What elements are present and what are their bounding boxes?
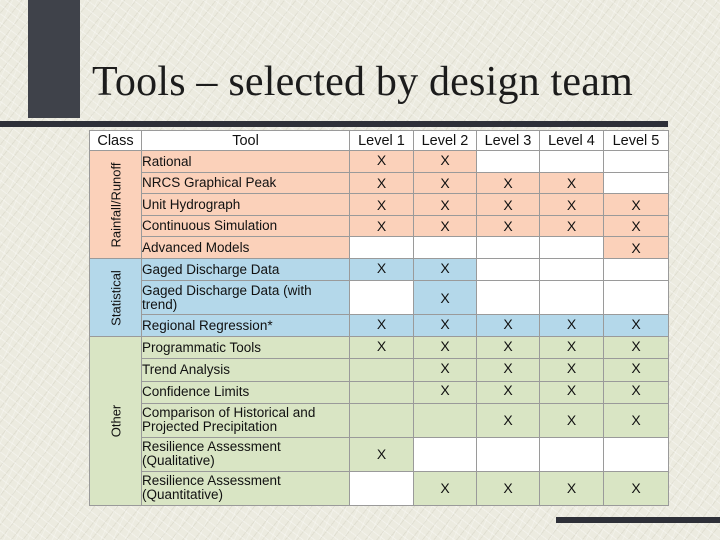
- header-class: Class: [90, 131, 142, 151]
- level-cell: X: [350, 151, 414, 173]
- level-cell: [540, 281, 604, 315]
- level-cell: [477, 237, 540, 259]
- tool-name: Continuous Simulation: [142, 216, 350, 237]
- class-label-other: Other: [108, 404, 123, 438]
- class-cell-statistical: [90, 259, 142, 337]
- level-cell: X: [350, 216, 414, 237]
- level-cell: X: [414, 216, 477, 237]
- tool-name: Resilience Assessment (Quantitative): [142, 471, 350, 505]
- level-cell: [350, 359, 414, 381]
- decorative-dark-square: [28, 0, 80, 118]
- level-cell: X: [604, 403, 669, 437]
- tool-name: Resilience Assessment (Qualitative): [142, 437, 350, 471]
- level-cell: X: [604, 237, 669, 259]
- level-cell: X: [414, 281, 477, 315]
- tool-name: Rational: [142, 151, 350, 173]
- tool-name: Advanced Models: [142, 237, 350, 259]
- level-cell: [414, 237, 477, 259]
- level-cell: X: [477, 471, 540, 505]
- slide-title: Tools – selected by design team: [92, 59, 633, 105]
- level-cell: X: [540, 471, 604, 505]
- level-cell: X: [414, 337, 477, 359]
- level-cell: X: [350, 259, 414, 281]
- level-cell: X: [350, 194, 414, 216]
- header-level-1: Level 1: [350, 131, 414, 151]
- level-cell: X: [604, 216, 669, 237]
- level-cell: X: [540, 173, 604, 194]
- table-row: [90, 403, 669, 437]
- tool-name: Trend Analysis: [142, 359, 350, 381]
- level-cell: X: [604, 315, 669, 337]
- level-cell: X: [477, 216, 540, 237]
- level-cell: X: [477, 315, 540, 337]
- level-cell: X: [350, 315, 414, 337]
- header-level-2: Level 2: [414, 131, 477, 151]
- level-cell: X: [540, 315, 604, 337]
- table-row: [90, 173, 669, 194]
- level-cell: [540, 151, 604, 173]
- level-cell: X: [604, 359, 669, 381]
- level-cell: X: [350, 173, 414, 194]
- level-cell: X: [414, 381, 477, 403]
- level-cell: X: [414, 259, 477, 281]
- level-cell: X: [477, 359, 540, 381]
- table-row: [90, 471, 669, 505]
- table-row: [90, 337, 669, 359]
- corner-blank: [0, 0, 28, 118]
- level-cell: X: [414, 151, 477, 173]
- level-cell: X: [477, 173, 540, 194]
- class-label-rainfall: Rainfall/Runoff: [108, 162, 123, 248]
- level-cell: X: [477, 194, 540, 216]
- class-label-statistical: Statistical: [108, 270, 123, 326]
- level-cell: X: [414, 315, 477, 337]
- tool-name: Programmatic Tools: [142, 337, 350, 359]
- tool-name: Regional Regression*: [142, 315, 350, 337]
- level-cell: X: [414, 471, 477, 505]
- level-cell: [477, 437, 540, 471]
- level-cell: [414, 437, 477, 471]
- level-cell: X: [477, 403, 540, 437]
- level-cell: [350, 237, 414, 259]
- tool-name: NRCS Graphical Peak: [142, 173, 350, 194]
- table-header-row: [90, 131, 669, 151]
- level-cell: X: [477, 381, 540, 403]
- level-cell: [604, 173, 669, 194]
- table-row: [90, 281, 669, 315]
- tool-name: Gaged Discharge Data: [142, 259, 350, 281]
- table-row: [90, 151, 669, 173]
- class-cell-rainfall: [90, 151, 142, 259]
- level-cell: [350, 403, 414, 437]
- level-cell: X: [604, 471, 669, 505]
- tool-name: Comparison of Historical and Projected Precipitation: [142, 403, 350, 437]
- level-cell: [604, 151, 669, 173]
- level-cell: X: [414, 194, 477, 216]
- level-cell: X: [350, 337, 414, 359]
- table-row: [90, 437, 669, 471]
- tool-name: Unit Hydrograph: [142, 194, 350, 216]
- tool-name: Gaged Discharge Data (with trend): [142, 281, 350, 315]
- header-level-4: Level 4: [540, 131, 604, 151]
- table-row: [90, 381, 669, 403]
- level-cell: X: [350, 437, 414, 471]
- level-cell: [350, 281, 414, 315]
- level-cell: [350, 381, 414, 403]
- level-cell: [477, 151, 540, 173]
- level-cell: [540, 437, 604, 471]
- level-cell: [604, 437, 669, 471]
- level-cell: X: [540, 359, 604, 381]
- table-row: [90, 259, 669, 281]
- level-cell: X: [540, 337, 604, 359]
- table-row: [90, 216, 669, 237]
- header-tool: Tool: [142, 131, 350, 151]
- level-cell: [414, 403, 477, 437]
- level-cell: X: [540, 216, 604, 237]
- level-cell: [477, 281, 540, 315]
- level-cell: [477, 259, 540, 281]
- tools-table: [89, 130, 669, 506]
- level-cell: [604, 281, 669, 315]
- header-level-5: Level 5: [604, 131, 669, 151]
- table-row: [90, 237, 669, 259]
- decorative-top-bar: [0, 121, 668, 127]
- table-row: [90, 194, 669, 216]
- level-cell: X: [414, 173, 477, 194]
- level-cell: [604, 259, 669, 281]
- level-cell: X: [540, 403, 604, 437]
- level-cell: X: [604, 381, 669, 403]
- table-row: [90, 359, 669, 381]
- level-cell: X: [604, 337, 669, 359]
- level-cell: X: [540, 381, 604, 403]
- level-cell: X: [477, 337, 540, 359]
- decorative-bottom-bar: [556, 517, 720, 523]
- header-level-3: Level 3: [477, 131, 540, 151]
- level-cell: [540, 259, 604, 281]
- level-cell: X: [414, 359, 477, 381]
- level-cell: [350, 471, 414, 505]
- level-cell: X: [540, 194, 604, 216]
- level-cell: [540, 237, 604, 259]
- table-row: [90, 315, 669, 337]
- class-cell-other: [90, 337, 142, 506]
- tool-name: Confidence Limits: [142, 381, 350, 403]
- level-cell: X: [604, 194, 669, 216]
